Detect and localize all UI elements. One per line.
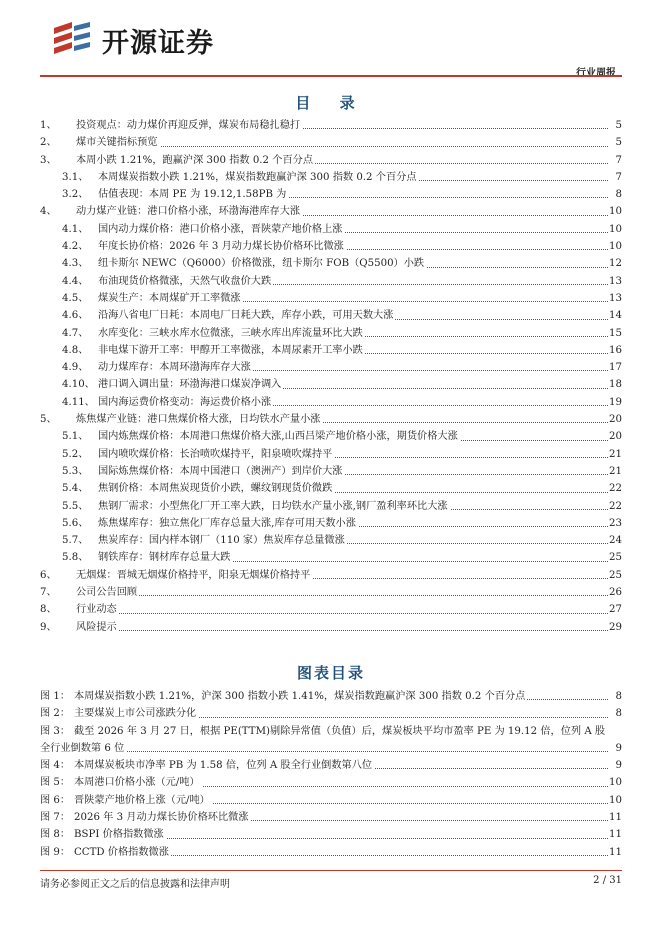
toc-entry-title: 非电煤下游开工率：甲醇开工率微涨，本周尿素开工率小跌 <box>98 344 363 356</box>
toc-entry[interactable] <box>40 584 622 601</box>
toc-entry-title: 本周煤炭指数小跌 1.21%，煤炭指数跑赢沪深 300 指数 0.2 个百分点 <box>98 171 417 183</box>
toc-entry[interactable] <box>40 186 622 203</box>
toc-entry[interactable] <box>40 307 622 324</box>
toc-entry[interactable] <box>40 134 622 151</box>
toc-entry-title: 沿海八省电厂日耗：本周电厂日耗大跌，库存小跌，可用天数大涨 <box>98 310 394 322</box>
toc-entry[interactable] <box>40 238 622 255</box>
figure-entry[interactable] <box>40 826 622 843</box>
toc-entry-title: 炼焦煤产业链：港口焦煤价格大涨，日均铁水产量小涨 <box>76 414 321 426</box>
toc-entry-number: 3.2、 <box>62 189 89 201</box>
figure-entry-continuation[interactable] <box>40 740 622 757</box>
toc-entry-number: 3、 <box>40 154 57 166</box>
figure-entry[interactable] <box>40 705 622 722</box>
toc-entry-number: 4.2、 <box>62 241 89 253</box>
toc-entry-page: 12 <box>609 258 622 270</box>
toc-entry-page: 22 <box>609 500 622 512</box>
figure-entry[interactable] <box>40 792 622 809</box>
toc-entry-title: 焦钢厂需求：小型焦化厂开工率大跌，日均铁水产量小涨,钢厂盈利率环比大涨 <box>98 500 448 512</box>
toc-entry[interactable] <box>40 394 622 411</box>
toc-entry-number: 5、 <box>40 414 57 426</box>
page-number: 2 / 31 <box>593 875 622 886</box>
toc-entry[interactable] <box>40 152 622 169</box>
figure-entry-page: 9 <box>615 742 622 754</box>
toc-entry[interactable] <box>40 463 622 480</box>
toc-entry-title: 估值表现：本周 PE 为 19.12,1.58PB 为 <box>98 189 287 201</box>
toc-entry-number: 4.3、 <box>62 258 89 270</box>
toc-entry-title: 无烟煤：晋城无烟煤价格持平，阳泉无烟煤价格持平 <box>76 569 311 581</box>
toc-entry-page: 5 <box>615 137 622 149</box>
toc-entry-page: 5 <box>615 120 622 131</box>
toc-entry-number: 5.6、 <box>62 517 89 529</box>
toc-entry-number: 4.6、 <box>62 310 89 322</box>
toc-entry-title: 动力煤库存：本周环渤海库存大涨 <box>98 362 251 374</box>
figure-entry-page: 11 <box>609 812 622 824</box>
figure-entry-number: 图 7： <box>40 812 71 824</box>
toc-entry-page: 27 <box>609 604 622 616</box>
figure-entry-page: 9 <box>615 760 622 772</box>
toc-entry-number: 4.5、 <box>62 292 89 304</box>
toc-entry-page: 15 <box>609 327 622 339</box>
toc-entry-number: 4.7、 <box>62 327 89 339</box>
figure-entry-number: 图 8： <box>40 829 71 841</box>
toc-entry-number: 8、 <box>40 604 57 616</box>
toc-entry-title: 动力煤产业链：港口价格小涨，环渤海港库存大涨 <box>76 206 301 218</box>
toc-entry-page: 25 <box>609 569 622 581</box>
toc-entry[interactable] <box>40 549 622 566</box>
figure-entry[interactable] <box>40 774 622 791</box>
toc-entry-number: 9、 <box>40 621 57 633</box>
toc-entry[interactable] <box>40 601 622 618</box>
toc-entry-page: 24 <box>609 535 622 547</box>
toc-entry-page: 7 <box>615 154 622 166</box>
figure-entry-page: 11 <box>609 829 622 841</box>
toc-entry-number: 4.10、 <box>62 379 95 391</box>
figure-entry-page: 8 <box>615 708 622 720</box>
toc-entry-title: 煤炭生产：本周煤矿开工率微涨 <box>98 292 241 304</box>
toc-entry[interactable] <box>40 446 622 463</box>
figure-entry-page: 11 <box>609 846 622 858</box>
figure-entry-title: CCTD 价格指数微涨 <box>74 846 169 858</box>
figure-entry-title: 本周港口价格小涨（元/吨） <box>74 777 200 789</box>
toc-entry-title: 本周小跌 1.21%，跑赢沪深 300 指数 0.2 个百分点 <box>76 154 314 166</box>
report-type: 行业周报 <box>576 68 616 79</box>
toc-entry-title: 国内炼焦煤价格：本周港口焦煤价格大涨,山西吕梁产地价格小涨，期货价格大涨 <box>98 431 458 443</box>
toc-entry[interactable] <box>40 376 622 393</box>
toc-entry-title: 布油现货价格微涨，天然气收盘价大跌 <box>98 275 272 287</box>
toc-entry-number: 1、 <box>40 120 57 131</box>
figure-entry-title: 2026 年 3 月动力煤长协价格环比微涨 <box>74 812 249 824</box>
toc-entry[interactable] <box>40 290 622 307</box>
figure-entry-number: 图 1： <box>40 691 71 702</box>
toc-entry-title: 钢铁库存：钢材库存总量大跌 <box>98 552 231 564</box>
toc-entry-title: 国际炼焦煤价格：本周中国港口（澳洲产）到岸价大涨 <box>98 465 343 477</box>
figure-entry[interactable] <box>40 844 622 861</box>
toc-entry-title: 港口调入调出量：环渤海港口煤炭净调入 <box>98 379 282 391</box>
toc-entry-number: 5.8、 <box>62 552 89 564</box>
toc-entry-title: 水库变化：三峡水库水位微涨，三峡水库出库流量环比大跌 <box>98 327 363 339</box>
figure-entry[interactable] <box>40 809 622 826</box>
toc-entry[interactable] <box>40 325 622 342</box>
figure-entry-title: 晋陕蒙产地价格上涨（元/吨） <box>74 794 210 806</box>
toc-entry[interactable] <box>40 255 622 272</box>
toc-entry-number: 4.4、 <box>62 275 89 287</box>
toc-entry[interactable] <box>40 567 622 584</box>
toc-entry-number: 4.1、 <box>62 223 89 235</box>
footer-divider <box>40 870 622 871</box>
toc-entry-number: 4.11、 <box>62 396 95 408</box>
figure-entry-title-cont: 全行业倒数第 6 位 <box>40 742 125 754</box>
figure-entry-title: 截至 2026 年 3 月 27 日，根据 PE(TTM)剔除异常值（负值）后，煤炭板块平均市盈率 PE 为 19.12 倍，位列 A 股 <box>74 725 606 737</box>
toc-entry[interactable] <box>40 359 622 376</box>
brand-logo <box>50 18 214 62</box>
dot-leader <box>76 630 608 631</box>
toc-entry-number: 7、 <box>40 587 57 599</box>
toc-entry[interactable] <box>40 273 622 290</box>
figure-list <box>40 688 622 861</box>
toc-entry-number: 4、 <box>40 206 57 218</box>
toc-entry-number: 3.1、 <box>62 171 89 183</box>
toc-entry-title: 炼焦煤库存：独立焦化厂库存总量大涨,库存可用天数小涨 <box>98 517 356 529</box>
toc-entry-page: 16 <box>609 344 622 356</box>
toc-entry-title: 风险提示 <box>76 621 117 633</box>
toc-entry[interactable] <box>40 480 622 497</box>
toc-entry-page: 22 <box>609 483 622 495</box>
toc-entry-title: 国内动力煤价格：港口价格小涨，晋陕蒙产地价格上涨 <box>98 223 343 235</box>
table-of-contents <box>40 117 622 636</box>
toc-entry-number: 5.1、 <box>62 431 89 443</box>
toc-entry-page: 13 <box>609 275 622 287</box>
toc-entry-title: 投资观点：动力煤价再迎反弹，煤炭布局稳扎稳打 <box>76 120 301 131</box>
figure-entry[interactable] <box>40 688 622 705</box>
dot-leader <box>76 595 608 596</box>
toc-entry-page: 8 <box>615 189 622 201</box>
toc-entry-title: 年度长协价格：2026 年 3 月动力煤长协价格环比微涨 <box>98 241 344 253</box>
toc-entry-number: 4.8、 <box>62 344 89 356</box>
toc-entry-title: 公司公告回顾 <box>76 587 138 599</box>
toc-entry-title: 焦钢价格：本周焦炭现货价小跌，螺纹钢现货价微跌 <box>98 483 333 495</box>
toc-entry-page: 20 <box>609 431 622 443</box>
toc-entry[interactable] <box>40 498 622 515</box>
toc-entry[interactable] <box>40 515 622 532</box>
figure-entry-number: 图 6： <box>40 794 71 806</box>
figure-entry-title: 本周煤炭指数小跌 1.21%，沪深 300 指数小跌 1.41%，煤炭指数跑赢沪深 300 指数 0.2 个百分点 <box>74 691 526 702</box>
toc-entry[interactable] <box>40 203 622 220</box>
toc-entry-page: 7 <box>615 171 622 183</box>
toc-entry-title: 国内海运费价格变动：海运费价格小涨 <box>98 396 272 408</box>
toc-entry-number: 5.2、 <box>62 448 89 460</box>
figure-entry-page: 10 <box>609 777 622 789</box>
toc-entry-page: 10 <box>609 206 622 218</box>
figure-entry-number: 图 5： <box>40 777 71 789</box>
toc-entry-number: 6、 <box>40 569 57 581</box>
brand-name: 开源证券 <box>102 27 214 59</box>
figure-entry-title: BSPI 价格指数微涨 <box>74 829 164 841</box>
toc-entry[interactable] <box>40 619 622 636</box>
toc-entry-number: 5.7、 <box>62 535 89 547</box>
figure-entry-number: 图 3： <box>40 725 71 737</box>
toc-entry-page: 21 <box>609 448 622 460</box>
toc-entry-page: 26 <box>609 587 622 599</box>
toc-entry-page: 23 <box>609 517 622 529</box>
toc-entry-page: 20 <box>609 414 622 426</box>
figure-entry-title: 主要煤炭上市公司涨跌分化 <box>74 708 197 720</box>
toc-entry-page: 29 <box>609 621 622 633</box>
toc-entry-number: 5.5、 <box>62 500 89 512</box>
brand-logo-icon <box>50 20 98 60</box>
figure-entry-number: 图 9： <box>40 846 71 858</box>
toc-entry-number: 2、 <box>40 137 57 149</box>
toc-entry-page: 19 <box>609 396 622 408</box>
toc-entry-page: 13 <box>609 292 622 304</box>
toc-entry-page: 10 <box>609 223 622 235</box>
figure-entry-title: 本周煤炭板块市净率 PB 为 1.58 倍，位列 A 股全行业倒数第八位 <box>74 760 373 772</box>
toc-entry-title: 纽卡斯尔 NEWC（Q6000）价格微涨，纽卡斯尔 FOB（Q5500）小跌 <box>98 258 425 270</box>
toc-entry-page: 17 <box>609 362 622 374</box>
page-header <box>40 18 622 79</box>
toc-entry-number: 5.3、 <box>62 465 89 477</box>
figure-list-title: 图表目录 <box>296 664 365 682</box>
toc-entry[interactable] <box>40 221 622 238</box>
toc-title: 目 录 <box>295 94 367 112</box>
figure-entry-page: 10 <box>609 794 622 806</box>
figure-entry-page: 8 <box>615 691 622 702</box>
toc-entry[interactable] <box>40 428 622 445</box>
toc-entry[interactable] <box>40 411 622 428</box>
toc-entry[interactable] <box>40 532 622 549</box>
toc-entry-page: 14 <box>609 310 622 322</box>
header-divider <box>40 75 622 77</box>
toc-entry-number: 5.4、 <box>62 483 89 495</box>
toc-entry[interactable] <box>40 169 622 186</box>
toc-entry-title: 行业动态 <box>76 604 117 616</box>
toc-entry-number: 4.9、 <box>62 362 89 374</box>
figure-entry[interactable] <box>40 757 622 774</box>
disclaimer-note: 请务必参阅正文之后的信息披露和法律声明 <box>40 879 230 890</box>
figure-entry-number: 图 4： <box>40 760 71 772</box>
toc-entry-title: 煤市关键指标预览 <box>76 137 158 149</box>
toc-entry-page: 10 <box>609 241 622 253</box>
toc-entry-page: 25 <box>609 552 622 564</box>
figure-entry[interactable] <box>40 723 622 740</box>
toc-entry-page: 21 <box>609 465 622 477</box>
toc-entry-title: 焦炭库存：国内样本钢厂（110 家）焦炭库存总量微涨 <box>98 535 345 547</box>
toc-entry-title: 国内喷吹煤价格：长治喷吹煤持平，阳泉喷吹煤持平 <box>98 448 333 460</box>
toc-entry-page: 18 <box>609 379 622 391</box>
toc-entry[interactable] <box>40 117 622 134</box>
toc-entry[interactable] <box>40 342 622 359</box>
figure-entry-number: 图 2： <box>40 708 71 720</box>
dot-leader <box>76 613 608 614</box>
